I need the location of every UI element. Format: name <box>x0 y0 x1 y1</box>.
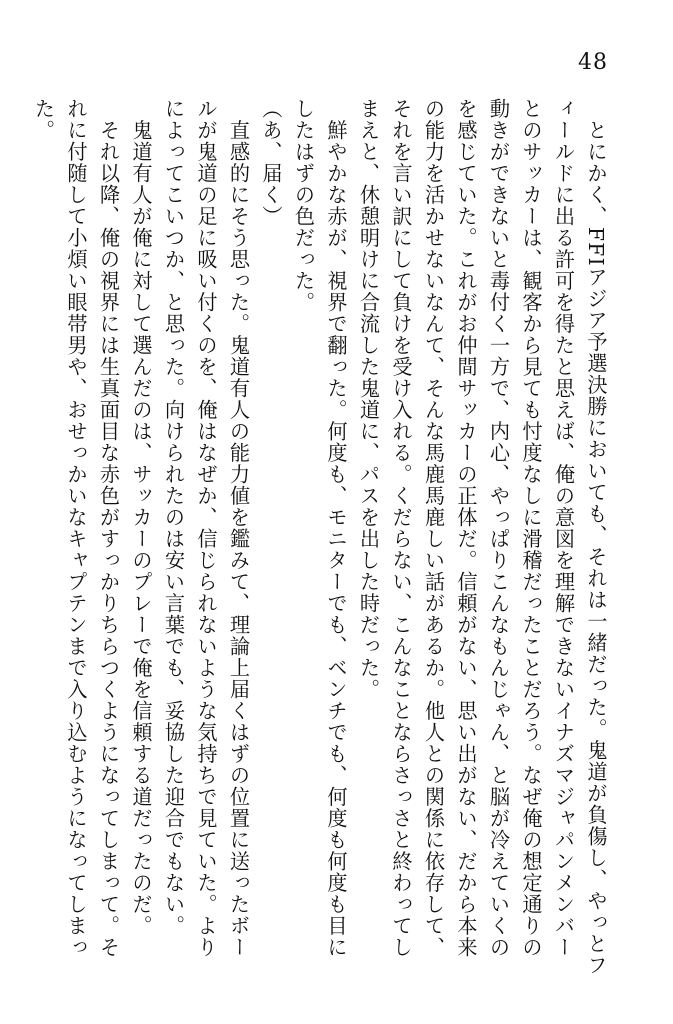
paragraph: （あ、届く） <box>259 98 283 227</box>
page-number: 48 <box>578 50 608 75</box>
paragraph: 鮮やかな赤が、視界で翻った。何度も、モニターでも、ベンチでも、何度も何度も目にしたはずの色だった。 <box>291 98 348 958</box>
vertical-text-body <box>31 98 612 978</box>
paragraph: とにかく、FFIアジア予選決勝においても、それは一緒だった。鬼道が負傷し、やっとフィールドに出る許可を得たと思えば、俺の意図を理解できないイナズマジャパンメンバーとのサッカーは、観客から見ても忖度なしに滑稽だったことだろう。なぜ俺の想定通りの動きができないと毒付く一方で、内心、やっぱりこんなもんじゃん、と脳が冷えていくのを感じていた。これがお仲間サッカーの正体だ。信頼がない、思い出がない、だから本来の能力を活かせないなんて、そんな馬鹿馬鹿しい話があるか。他人との関係に依存して、それを言い訳にして負けを受け入れる。くだらない、こんなことならさっさと終わってしまえと、休憩明けに合流した鬼道に、パスを出した時だった。 <box>356 98 608 977</box>
paragraph: 直感的にそう思った。鬼道有人の能力値を鑑みて、理論上届くはずの位置に送ったボールが鬼道の足に吸い付くのを、俺はなぜか、信じられないような気持ちで見ていた。よりによってこいつか、と思った。向けられたのは安い言葉でも、妥協した迎合でもない。 <box>161 98 251 958</box>
paragraph: それ以降、俺の視界には生真面目な赤色がすっかりちらつくようになってしまって。それに付随して小煩い眼帯男や、おせっかいなキャプテンまで入り込むようになってしまった。 <box>31 98 121 958</box>
paragraph: 鬼道有人が俺に対して選んだのは、サッカーのプレーで俺を信頼する道だったのだ。 <box>129 98 153 937</box>
